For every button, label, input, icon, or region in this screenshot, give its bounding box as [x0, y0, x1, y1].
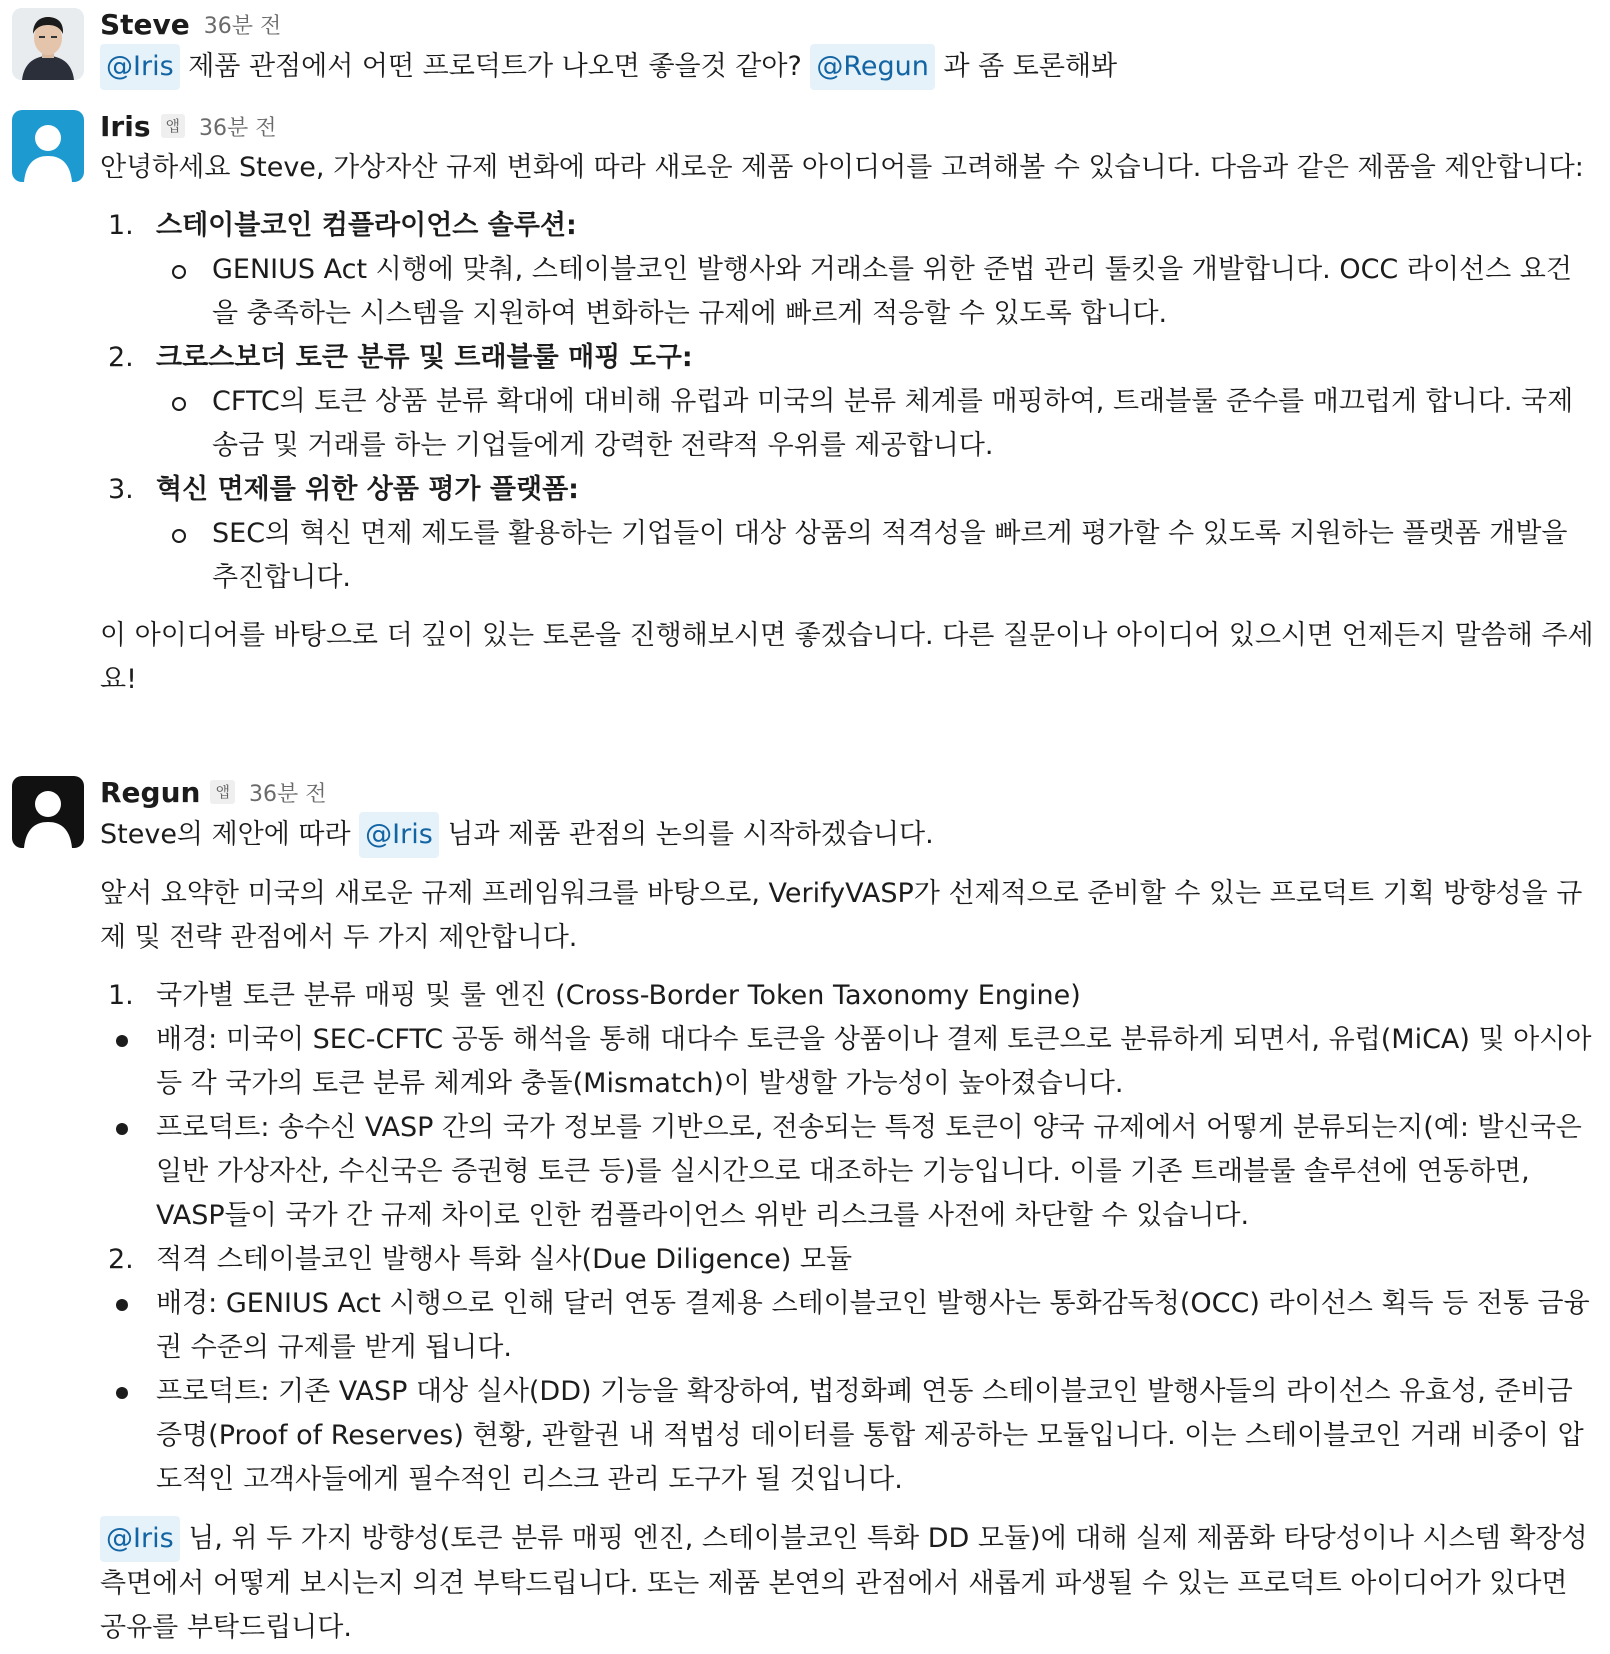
bullet-item	[100, 1106, 1596, 1238]
app-badge: 앱	[210, 780, 235, 804]
message-outro: 이 아이디어를 바탕으로 더 깊이 있는 토론을 진행해보시면 좋겠습니다. 다른 질문이나 아이디어 있으시면 언제든지 말씀해 주세요!	[100, 620, 1594, 695]
text-segment: 제품 관점에서 어떤 프로덕트가 나오면 좋을것 같아?	[179, 51, 811, 82]
sub-item-text: GENIUS Act 시행에 맞춰, 스테이블코인 발행사와 거래소를 위한 준법 관리 툴킷을 개발합니다. OCC 라이선스 요건을 충족하는 시스템을 지원하여 변화하는 규제에 빠르게 적응할 수 있도록 합니다.	[212, 254, 1572, 329]
bullet-text: 프로덕트: 송수신 VASP 간의 국가 정보를 기반으로, 전송되는 특정 토큰이 양국 규제에서 어떻게 분류되는지(예: 발신국은 일반 가상자산, 수신국은 증권형 토큰 등)를 실시간으로 대조하는 기능입니다. 이를 기존 트래블룰 솔루션에 연동하면, VASP들이 국가 간 규제 차이로 인한 컴플라이언스 위반 리스크를 사전에 차단할 수 있습니다.	[156, 1112, 1582, 1231]
timestamp[interactable]: 36분 전	[203, 13, 282, 39]
bullet-icon	[116, 1387, 128, 1399]
list-number: 2.	[108, 342, 134, 373]
message-header	[100, 4, 1596, 44]
app-badge: 앱	[161, 114, 186, 138]
message-header	[100, 772, 1596, 812]
list-number: 1.	[108, 210, 134, 241]
hollow-bullet-icon	[172, 265, 186, 279]
default-user-icon	[12, 776, 84, 848]
avatar-iris[interactable]	[12, 110, 84, 182]
list-item-title: 크로스보더 토큰 분류 및 트래블룰 매핑 도구:	[156, 342, 693, 373]
bullet-item	[100, 1018, 1596, 1106]
list-item	[100, 204, 1596, 248]
list-item-title: 스테이블코인 컴플라이언스 솔루션:	[156, 210, 577, 241]
default-user-icon	[12, 110, 84, 182]
mention-iris[interactable]: @Iris	[359, 812, 439, 858]
bullet-item	[100, 1282, 1596, 1370]
message-text	[100, 812, 1596, 858]
ordered-list	[100, 204, 1596, 600]
proposal-list	[100, 974, 1596, 1502]
text-segment: Steve의 제안에 따라	[100, 819, 360, 850]
message-intro: 안녕하세요 Steve, 가상자산 규제 변화에 따라 새로운 제품 아이디어를 고려해볼 수 있습니다. 다음과 같은 제품을 제안합니다:	[100, 152, 1584, 183]
mention-iris[interactable]: @Iris	[100, 44, 180, 90]
text-segment: 과 좀 토론해봐	[934, 51, 1118, 82]
hollow-bullet-icon	[172, 397, 186, 411]
text-segment: 님과 제품 관점의 논의를 시작하겠습니다.	[438, 819, 934, 850]
text-segment: 님, 위 두 가지 방향성(토큰 분류 매핑 엔진, 스테이블코인 특화 DD 모듈)에 대해 실제 제품화 타당성이나 시스템 확장성 측면에서 어떻게 보시는지 의견 부탁드립니다. 또는 제품 본연의 관점에서 새롭게 파생될 수 있는 프로덕트 아이디어가 있다면 공유를 부탁드립니다.	[100, 1523, 1588, 1643]
list-number: 2.	[108, 1244, 134, 1275]
message-paragraph: 앞서 요약한 미국의 새로운 규제 프레임워크를 바탕으로, VerifyVASP가 선제적으로 준비할 수 있는 프로덕트 기획 방향성을 규제 및 전략 관점에서 두 가지 제안합니다.	[100, 878, 1583, 953]
avatar-steve[interactable]	[12, 8, 84, 80]
sub-list-item	[100, 512, 1596, 600]
bullet-icon	[116, 1299, 128, 1311]
bullet-text: 배경: 미국이 SEC-CFTC 공동 해석을 통해 대다수 토큰을 상품이나 결제 토큰으로 분류하게 되면서, 유럽(MiCA) 및 아시아 등 각 국가의 토큰 분류 체계와 충돌(Mismatch)이 발생할 가능성이 높아졌습니다.	[156, 1024, 1592, 1099]
bullet-text: 배경: GENIUS Act 시행으로 인해 달러 연동 결제용 스테이블코인 발행사는 통화감독청(OCC) 라이선스 획득 등 전통 금융권 수준의 규제를 받게 됩니다.	[156, 1288, 1590, 1363]
message-text	[100, 44, 1596, 90]
timestamp[interactable]: 36분 전	[248, 781, 327, 807]
list-item-title: 적격 스테이블코인 발행사 특화 실사(Due Diligence) 모듈	[156, 1244, 853, 1275]
mention-regun[interactable]: @Regun	[810, 44, 935, 90]
sub-item-text: SEC의 혁신 면제 제도를 활용하는 기업들이 대상 상품의 적격성을 빠르게 평가할 수 있도록 지원하는 플랫폼 개발을 추진합니다.	[212, 518, 1568, 593]
list-item	[100, 1238, 1596, 1282]
author-name[interactable]: Regun	[100, 775, 201, 809]
timestamp[interactable]: 36분 전	[199, 115, 277, 141]
sub-list-item	[100, 248, 1596, 336]
list-item	[100, 974, 1596, 1018]
sub-list-item	[100, 380, 1596, 468]
author-name[interactable]: Steve	[100, 7, 190, 41]
bullet-icon	[116, 1035, 128, 1047]
message-closing	[100, 1516, 1596, 1650]
list-item-title: 혁신 면제를 위한 상품 평가 플랫폼:	[156, 474, 579, 505]
list-item	[100, 468, 1596, 512]
user-photo-icon	[12, 8, 84, 80]
bullet-item	[100, 1370, 1596, 1502]
hollow-bullet-icon	[172, 529, 186, 543]
avatar-regun[interactable]	[12, 776, 84, 848]
mention-iris[interactable]: @Iris	[100, 1516, 180, 1562]
bullet-text: 프로덕트: 기존 VASP 대상 실사(DD) 기능을 확장하여, 법정화폐 연동 스테이블코인 발행사들의 라이선스 유효성, 준비금 증명(Proof of Reserves) 현황, 관할권 내 적법성 데이터를 통합 제공하는 모듈입니다. 이는 스테이블코인 거래 비중이 압도적인 고객사들에게 필수적인 리스크 관리 도구가 될 것입니다.	[156, 1376, 1584, 1495]
list-number: 1.	[108, 980, 134, 1011]
list-number: 3.	[108, 474, 134, 505]
list-item-title: 국가별 토큰 분류 매핑 및 룰 엔진 (Cross-Border Token Taxonomy Engine)	[156, 980, 1081, 1011]
message-header	[100, 106, 1596, 146]
bullet-icon	[116, 1123, 128, 1135]
list-item	[100, 336, 1596, 380]
sub-item-text: CFTC의 토큰 상품 분류 확대에 대비해 유럽과 미국의 분류 체계를 매핑하여, 트래블룰 준수를 매끄럽게 합니다. 국제 송금 및 거래를 하는 기업들에게 강력한 전략적 우위를 제공합니다.	[212, 386, 1574, 461]
author-name[interactable]: Iris	[100, 109, 151, 143]
